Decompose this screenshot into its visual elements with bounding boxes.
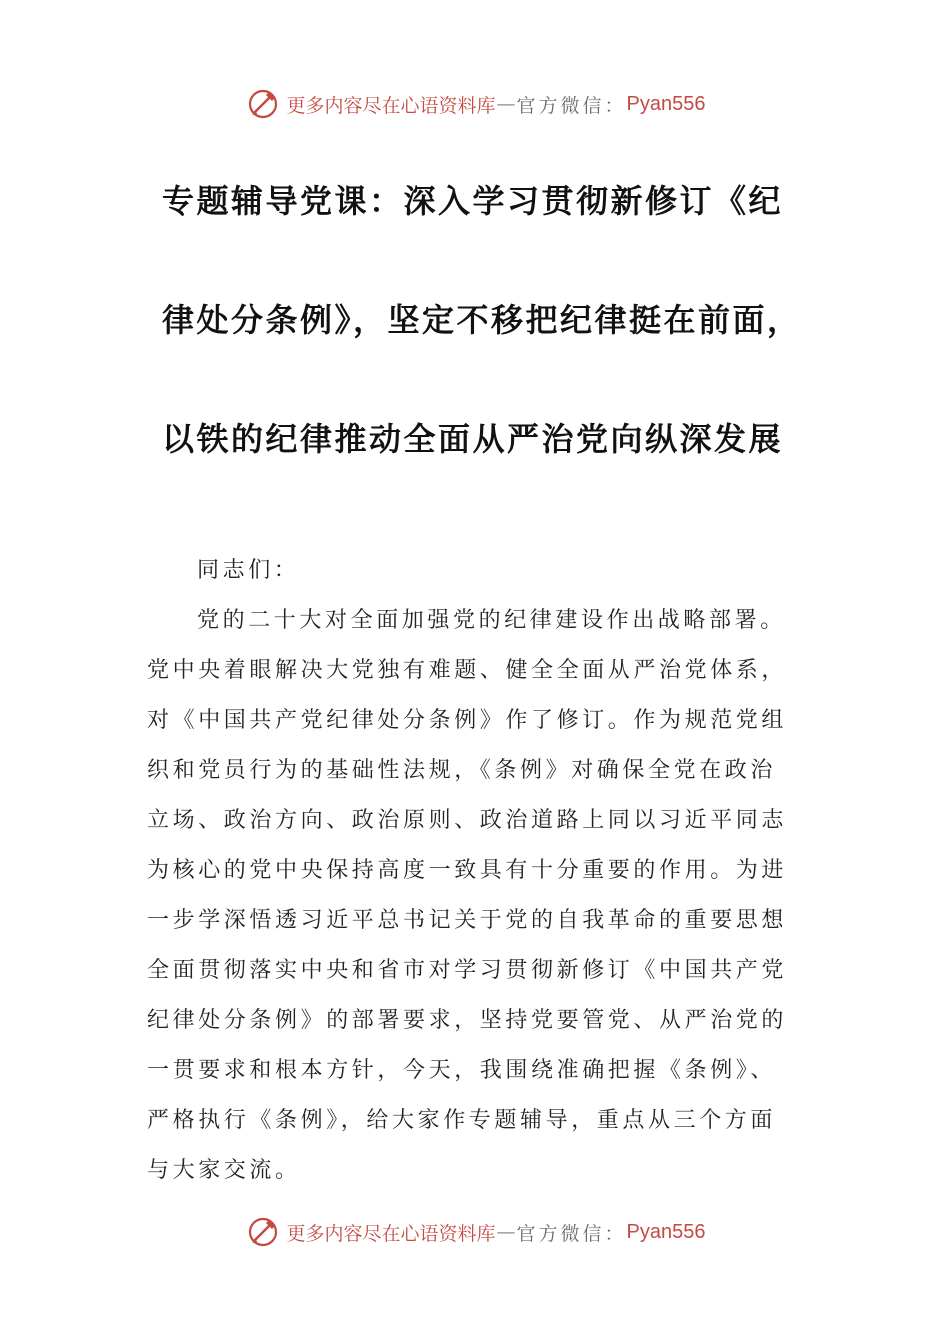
footer-watermark-banner <box>0 1212 950 1252</box>
body-line-10: 一贯要求和根本方针，今天，我围绕准确把握《条例》、 <box>147 1058 777 1083</box>
pen-logo-icon <box>245 1214 281 1250</box>
body-line-4: 织和党员行为的基础性法规，《条例》对确保全党在政治 <box>147 758 777 783</box>
title-line-1: 专题辅导党课：深入学习贯彻新修订《纪 <box>162 182 784 220</box>
body-line-5: 立场、政治方向、政治原则、政治道路上同以习近平同志 <box>147 808 788 833</box>
banner-wechat-label: 官方微信： <box>516 94 627 117</box>
banner-dash: — <box>496 1221 516 1243</box>
document-title <box>150 165 830 459</box>
body-line-2: 党中央着眼解决大党独有难题、健全全面从严治党体系， <box>147 658 788 683</box>
title-line-2: 律处分条例》，坚定不移把纪律挺在前面， <box>162 301 802 339</box>
body-line-11: 严格执行《条例》，给大家作专题辅导，重点从三个方面 <box>147 1108 777 1133</box>
header-watermark-banner <box>0 84 950 124</box>
greeting-line: 同志们： <box>197 558 300 583</box>
document-body <box>147 546 817 1196</box>
body-line-3: 对《中国共产党纪律处分条例》作了修订。作为规范党组 <box>147 708 788 733</box>
body-line-1: 党的二十大对全面加强党的纪律建设作出战略部署。 <box>197 608 786 633</box>
banner-site-name: 更多内容尽在心语资料库 <box>286 94 496 117</box>
body-line-7: 一步学深悟透习近平总书记关于党的自我革命的重要思想 <box>147 908 788 933</box>
body-line-8: 全面贯彻落实中央和省市对学习贯彻新修订《中国共产党 <box>147 958 788 983</box>
banner-wechat-id: Pyan556 <box>626 92 706 115</box>
body-line-6: 为核心的党中央保持高度一致具有十分重要的作用。为进 <box>147 858 788 883</box>
banner-site-name: 更多内容尽在心语资料库 <box>286 1222 496 1245</box>
body-line-12: 与大家交流。 <box>147 1158 301 1183</box>
banner-wechat-id: Pyan556 <box>626 1220 706 1243</box>
banner-wechat-label: 官方微信： <box>516 1222 627 1245</box>
banner-dash: — <box>496 93 516 115</box>
pen-logo-icon <box>245 86 281 122</box>
body-line-9: 纪律处分条例》的部署要求，坚持党要管党、从严治党的 <box>147 1008 788 1033</box>
title-line-3: 以铁的纪律推动全面从严治党向纵深发展 <box>162 420 784 458</box>
